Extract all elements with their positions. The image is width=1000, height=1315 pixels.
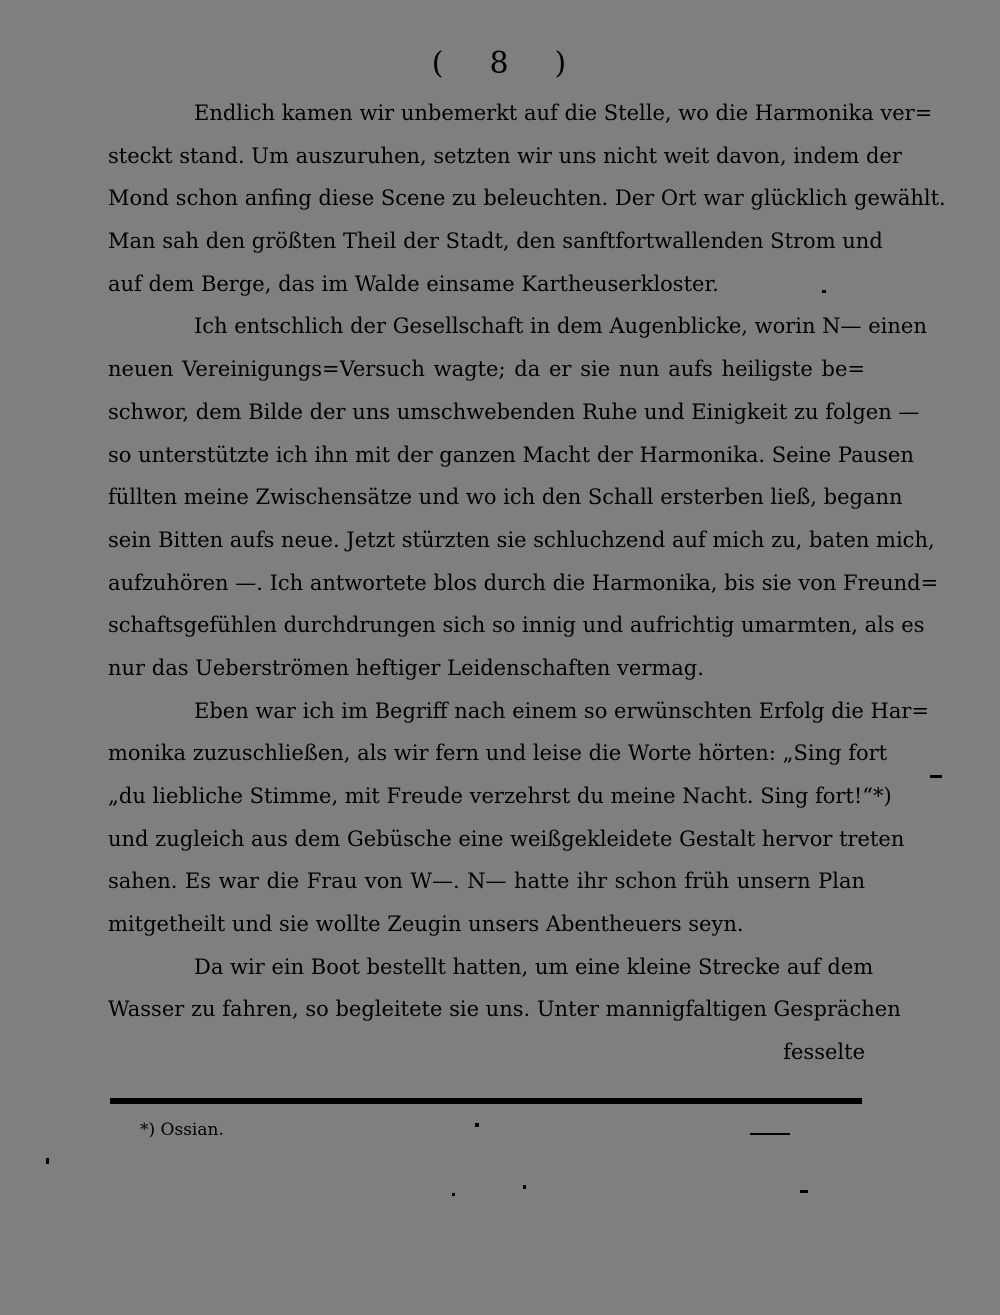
page-number-open-paren: ( <box>431 46 446 81</box>
text-line: Man sah den größten Theil der Stadt, den sanftfortwallenden Strom und <box>108 229 883 254</box>
text-line: „du liebliche Stimme, mit Freude verzehrst du meine Nacht. Sing fort!“*) <box>108 784 892 808</box>
text-line: so unterstützte ich ihn mit der ganzen Macht der Harmonika. Seine Pausen <box>108 442 914 467</box>
scan-speck <box>475 1123 479 1127</box>
scan-speck <box>46 1158 49 1164</box>
page-number-close-paren: ) <box>554 46 569 81</box>
text-line: Endlich kamen wir unbemerkt auf die Stelle, wo die Harmonika ver= <box>194 101 933 125</box>
scan-speck <box>750 1133 790 1135</box>
text-line: monika zuzuschließen, als wir fern und leise die Worte hörten: „Sing fort <box>108 741 888 766</box>
scan-speck <box>452 1193 455 1196</box>
body-text <box>108 92 946 1074</box>
text-line: füllten meine Zwischensätze und wo ich den Schall ersterben ließ, begann <box>108 485 903 510</box>
text-line: auf dem Berge, das im Walde einsame Kartheuserkloster. <box>108 271 719 296</box>
text-line: Eben war ich im Begriff nach einem so erwünschten Erfolg die Har= <box>194 698 929 723</box>
scan-speck <box>822 290 826 293</box>
text-line: schaftsgefühlen durchdrungen sich so innig und aufrichtig umarmten, als es <box>108 613 925 638</box>
text-line: Mond schon anfing diese Scene zu beleuchten. Der Ort war glücklich gewählt. <box>108 186 946 211</box>
text-line: schwor, dem Bilde der uns umschwebenden Ruhe und Einigkeit zu folgen — <box>108 399 920 424</box>
text-line: steckt stand. Um auszuruhen, setzten wir uns nicht weit davon, indem der <box>108 143 902 168</box>
text-line: aufzuhören —. Ich antwortete blos durch die Harmonika, bis sie von Freund= <box>108 570 939 595</box>
catchword: fesselte <box>783 1040 865 1065</box>
footnote-rule <box>110 1098 862 1104</box>
text-line: mitgetheilt und sie wollte Zeugin unsers Abentheuers seyn. <box>108 912 744 937</box>
text-line: sein Bitten aufs neue. Jetzt stürzten sie schluchzend auf mich zu, baten mich, <box>108 527 935 552</box>
page-number-value: 8 <box>489 46 511 81</box>
text-line: Wasser zu fahren, so begleitete sie uns. Unter mannigfaltigen Gesprächen <box>108 997 901 1022</box>
scan-speck <box>523 1185 526 1189</box>
footnote: *) Ossian. <box>140 1120 224 1140</box>
page-number <box>0 46 1000 81</box>
scan-speck <box>930 775 942 778</box>
text-line: Da wir ein Boot bestellt hatten, um eine kleine Strecke auf dem <box>194 954 874 979</box>
text-line: und zugleich aus dem Gebüsche eine weißgekleidete Gestalt hervor treten <box>108 826 905 851</box>
text-line: Ich entschlich der Gesellschaft in dem Augenblicke, worin N— einen <box>194 314 927 339</box>
text-line: sahen. Es war die Frau von W—. N— hatte ihr schon früh unsern Plan <box>108 869 865 894</box>
scan-speck <box>800 1190 808 1193</box>
text-line: neuen Vereinigungs=Versuch wagte; da er sie nun aufs heiligste be= <box>108 357 865 382</box>
text-line: nur das Ueberströmen heftiger Leidenschaften vermag. <box>108 655 704 680</box>
